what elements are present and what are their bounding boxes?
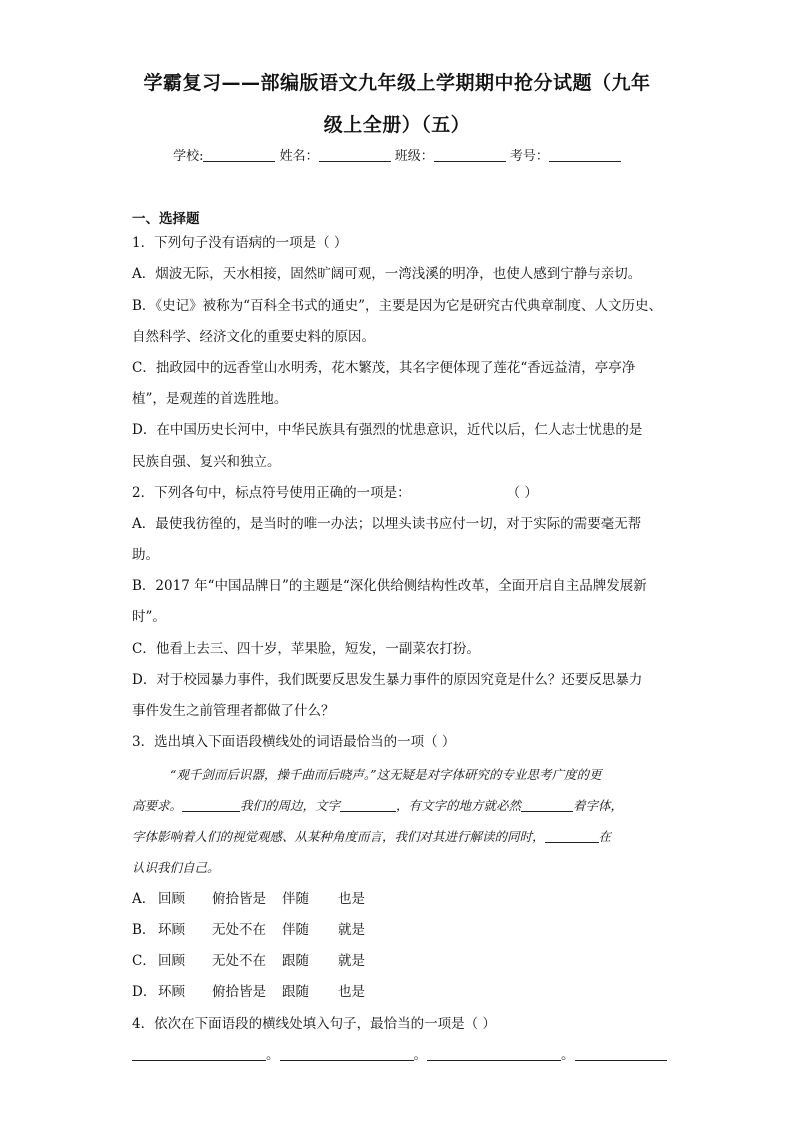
q1-option-c-line1: C．拙政园中的远香堂山水明秀，花木繁茂，其名字便体现了莲花“香远益清，亭亭净	[132, 360, 636, 376]
exam-title-line2: 级上全册）（五）	[323, 114, 471, 136]
name-label: 姓名：	[279, 149, 319, 164]
q3-passage-line4: 认识我们自己。	[132, 860, 220, 875]
q3-blank-4[interactable]	[545, 830, 599, 843]
q2-stem	[132, 484, 538, 502]
q1-option-b-line1: B．《史记》被称为“百科全书式的通史”，主要是因为它是研究古代典章制度、人文历史、	[132, 298, 662, 314]
q1-stem: 1．下列句子没有语病的一项是（ ）	[132, 235, 348, 251]
q3-passage-line1: “观千剑而后识器，操千曲而后晓声。”这无疑是对字体研究的专业思考广度的更	[170, 767, 602, 782]
section-title: 一、选择题	[132, 211, 200, 227]
school-label: 学校:	[173, 149, 204, 164]
name-blank[interactable]	[319, 149, 391, 162]
q4-blank-1[interactable]	[132, 1048, 266, 1061]
q1-option-d-line2: 民族自强、复兴和独立。	[132, 454, 281, 470]
q4-blank-4[interactable]	[575, 1048, 667, 1061]
number-blank[interactable]	[549, 149, 621, 162]
q4-stem: 4．依次在下面语段的横线处填入句子，最恰当的一项是（ ）	[132, 1016, 496, 1032]
q3-option-d: D． 环顾 俯拾皆是 跟随 也是	[132, 984, 365, 1000]
q3-blank-3[interactable]	[521, 799, 573, 812]
q4-blank-3[interactable]	[427, 1048, 561, 1061]
student-info-line	[0, 145, 794, 164]
q3-option-a: A． 回顾 俯拾皆是 伴随 也是	[132, 891, 365, 907]
number-label: 考号：	[509, 149, 549, 164]
q1-option-a: A．烟波无际，天水相接，固然旷阔可观，一湾浅溪的明净，也使人感到宁静与亲切。	[132, 266, 642, 282]
q1-option-d-line1: D．在中国历史长河中，中华民族具有强烈的忧患意识，近代以后，仁人志士忧患的是	[132, 422, 643, 438]
q2-stem-text: 2．下列各句中，标点符号使用正确的一项是：	[132, 485, 411, 501]
q4-blank-2[interactable]	[280, 1048, 414, 1061]
q3-passage-line2: 高要求。 我们的周边，文字 ，有文字的地方就必然 着字体，	[132, 798, 624, 813]
q2-option-b-line1: B．2017 年“中国品牌日”的主题是“深化供给侧结构性改革，全面开启自主品牌发展新	[132, 578, 647, 594]
q2-option-c: C．他看上去三、四十岁，苹果脸，短发，一副菜农打扮。	[132, 641, 480, 657]
q1-option-c-line2: 植”，是观莲的首选胜地。	[132, 391, 288, 407]
q3-passage-line3: 字体影响着人们的视觉观感、从某种角度而言，我们对其进行解读的同时， 在	[132, 829, 612, 844]
school-blank[interactable]	[203, 149, 275, 162]
q2-option-d-line2: 事件发生之前管理者都做了什么？	[132, 703, 335, 719]
q2-answer-paren: （ ）	[506, 485, 538, 501]
q3-option-c: C． 回顾 无处不在 跟随 就是	[132, 953, 365, 969]
q2-option-a-line2: 助。	[132, 547, 159, 563]
q3-blank-1[interactable]	[182, 799, 240, 812]
q3-blank-2[interactable]	[340, 799, 396, 812]
exam-title-line1: 学霸复习——部编版语文九年级上学期期中抢分试题（九年	[143, 72, 651, 94]
q3-option-b: B． 环顾 无处不在 伴随 就是	[132, 922, 365, 938]
class-blank[interactable]	[434, 149, 506, 162]
q4-blank-line: 。 。 。	[132, 1046, 667, 1064]
q1-option-b-line2: 自然科学、经济文化的重要史料的原因。	[132, 329, 375, 345]
q2-option-b-line2: 时”。	[132, 609, 166, 625]
q2-option-a-line1: A．最使我彷徨的，是当时的唯一办法；以埋头读书应付一切，对于实际的需要毫无帮	[132, 516, 642, 532]
q3-stem: 3．选出填入下面语段横线处的词语最恰当的一项（ ）	[132, 734, 456, 750]
q2-option-d-line1: D．对于校园暴力事件，我们既要反思发生暴力事件的原因究竟是什么？还要反思暴力	[132, 672, 643, 688]
class-label: 班级：	[394, 149, 434, 164]
